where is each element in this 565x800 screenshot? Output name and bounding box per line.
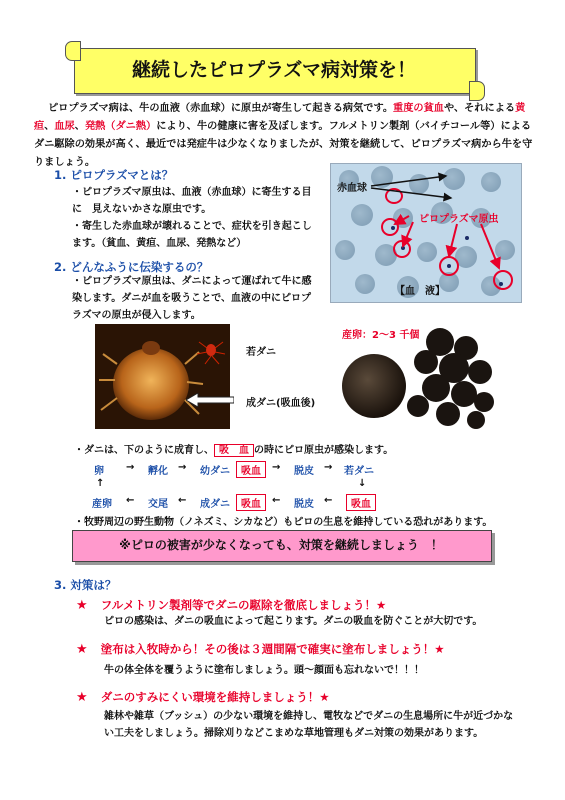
cycle-arrow: → xyxy=(178,462,187,473)
intro-text: 、 xyxy=(44,121,55,132)
section-1-line: に 見えないかさな原虫です。 xyxy=(72,204,212,215)
arrow-left-icon xyxy=(186,393,234,407)
intro-highlight-jaundice: 黄疸 xyxy=(34,103,526,132)
cycle-down-arrow: ↓ xyxy=(358,478,367,489)
cycle-up-arrow: ↑ xyxy=(96,478,105,489)
section-2-body xyxy=(72,273,334,324)
cycle-arrow: → xyxy=(272,462,281,473)
young-tick-label: 若ダニ xyxy=(246,347,276,358)
cycle-intro-text: の時にピロ原虫が感染します。 xyxy=(254,445,394,456)
intro-highlight-hematuria: 血尿 xyxy=(54,121,75,132)
cycle-stage-egg: 卵 xyxy=(94,466,104,477)
cycle-stage-molt: 脱皮 xyxy=(294,499,314,510)
measure-body: ピロの感染は、ダニの吸血によって起こります。ダニの吸血を防ぐことが大切です。 xyxy=(104,616,483,627)
measure-item-3 xyxy=(76,686,330,705)
measure-body-line: 雑林や雑草（ブッシュ）の少ない環境を維持し、電牧などでダニの生息場所に牛が近づかな xyxy=(104,711,514,722)
star-icon: ★ xyxy=(76,598,88,613)
intro-highlight-anemia: 重度の貧血 xyxy=(393,103,444,114)
cycle-stage-mating: 交尾 xyxy=(148,499,168,510)
cycle-stage-adult: 成ダニ xyxy=(200,499,230,510)
blood-feeding-box: 吸 血 xyxy=(214,444,254,457)
cycle-arrow: ← xyxy=(126,495,135,506)
blood-caption: 【血 液】 xyxy=(395,286,445,297)
cycle-stage-larva: 幼ダニ xyxy=(200,466,230,477)
wildlife-note: ・牧野周辺の野生動物（ノネズミ、シカなど）もピロの生息を維持している恐れがあります。 xyxy=(74,517,493,528)
continue-banner-text: ※ピロの被害が少なくなっても、対策を継続しましょう ！ xyxy=(119,538,443,552)
blood-microscope-image xyxy=(330,163,522,303)
intro-text: による xyxy=(484,103,516,114)
measure-body xyxy=(104,708,544,742)
cycle-stage-feeding: 吸血 xyxy=(236,494,266,511)
measure-title: ダニのすみにくい環境を維持しましょう！★ xyxy=(100,690,330,704)
measure-title: フルメトリン製剤等でダニの駆除を徹底しましょう！★ xyxy=(100,598,387,612)
section-1-line: ・寄生した赤血球が壊れることで、症状を引き起こし xyxy=(72,221,312,232)
section-1-line: ます。（貧血、黄疸、血尿、発熱など） xyxy=(72,238,247,249)
measure-title: 塗布は入牧時から！その後は３週間隔で確実に塗布しましょう！★ xyxy=(100,642,445,656)
tick-illustration xyxy=(95,324,230,429)
cycle-arrow: → xyxy=(324,462,333,473)
section-2-line: 染します。ダニが血を吸うことで、血液の中にピロプ xyxy=(72,293,311,304)
intro-text: や、それ xyxy=(443,103,485,114)
cycle-stage-oviposition: 産卵 xyxy=(92,499,112,510)
star-icon: ★ xyxy=(76,642,88,657)
section-2-line: ラズマの原虫が侵入します。 xyxy=(72,310,201,321)
star-icon: ★ xyxy=(76,690,88,705)
measure-item-2 xyxy=(76,638,445,657)
cycle-stage-hatch: 孵化 xyxy=(148,466,168,477)
page-title: 継続したピロプラズマ病対策を！ xyxy=(131,59,417,81)
section-2-heading: 2. どんなふうに伝染するの？ xyxy=(54,260,209,274)
parasite-label: ピロプラズマ原虫 xyxy=(419,214,499,225)
measure-body-line: い工夫をしましょう。掃除刈りなどこまめな草地管理もダニ対策の効果があります。 xyxy=(104,728,484,739)
tick-eggs-photo xyxy=(336,322,498,429)
section-1-body xyxy=(72,184,334,252)
cycle-stage-nymph: 若ダニ xyxy=(344,466,374,477)
cycle-arrow: ← xyxy=(324,495,333,506)
intro-text: 、 xyxy=(74,121,85,132)
eggs-label: 産卵：2～3 千個 xyxy=(342,330,420,341)
rbc-label: 赤血球 xyxy=(337,183,367,194)
section-3-heading: 3. 対策は？ xyxy=(54,578,117,592)
measure-body: 牛の体全体を覆うように塗布しましょう。頭～顔面も忘れないで！！！ xyxy=(104,665,424,676)
tick-photo xyxy=(95,324,230,429)
intro-text: により、牛の健康に害を及ぼします。フルメトリン製剤（バイチコール等）によるダニ駆除の効果が高く、最近では発症牛は少なくなりましたが、対策を継続して、ピロプラズマ病から牛を守りましょう。 xyxy=(34,121,533,168)
measure-item-1 xyxy=(76,594,386,613)
intro-highlight-fever: 発熱（ダニ熱） xyxy=(84,121,157,132)
intro-paragraph xyxy=(34,100,534,172)
cycle-arrow: ← xyxy=(272,495,281,506)
cycle-stage-feeding: 吸血 xyxy=(236,461,266,478)
cycle-stage-molt: 脱皮 xyxy=(294,466,314,477)
cycle-arrow: ← xyxy=(178,495,187,506)
section-1-heading: 1. ピロプラズマとは？ xyxy=(54,168,174,182)
section-2-line: ・ピロプラズマ原虫は、ダニによって運ばれて牛に感 xyxy=(72,276,312,287)
intro-text: ピロプラズマ病は、牛の血液（赤血球）に原虫が寄生して起きる病気です。 xyxy=(48,103,394,114)
cycle-arrow: → xyxy=(126,462,135,473)
section-1-line: ・ピロプラズマ原虫は、血液（赤血球）に寄生する目 xyxy=(72,187,312,198)
cycle-stage-feeding: 吸血 xyxy=(346,494,376,511)
adult-tick-label: 成ダニ(吸血後) xyxy=(246,398,316,409)
cycle-intro xyxy=(74,441,393,456)
cycle-intro-text: ・ダニは、下のように成育し、 xyxy=(74,445,214,456)
